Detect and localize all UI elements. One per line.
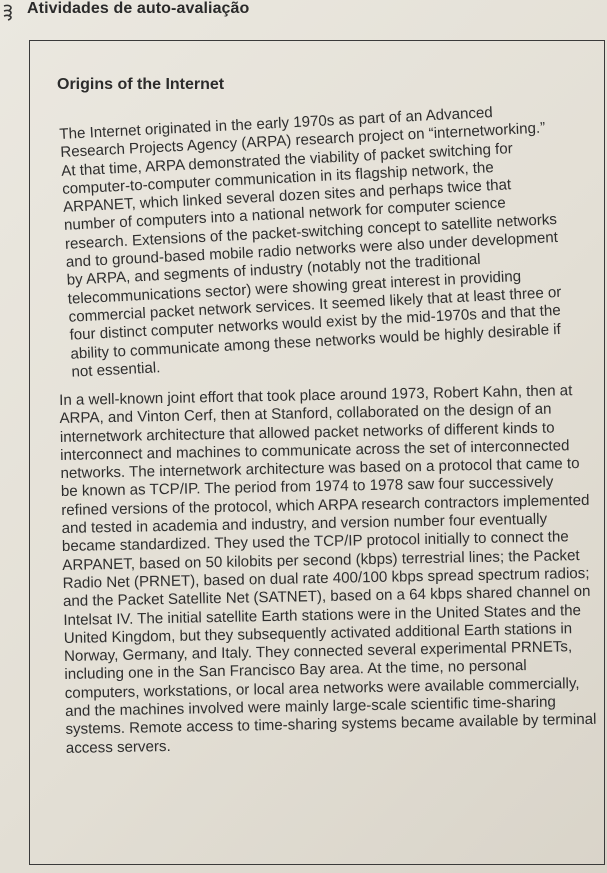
article-paragraph-1: The Internet originated in the early 1970s as part of an Advanced Research Projects Agency (ARPA) research project on “internetworking.” At that time, ARPA demonstrated the viability of packet switching for computer-to-computer communication in its flagship network, the ARPANET, which linked several dozen sites and perhaps twice that number of computers into a national network for computer science research. Extensions of the packet-switching concept to satellite networks and to ground-based mobile radio networks were also under development by ARPA, and segments of industry (notably not the traditional telecommunications sector) were showing great interest in providing commercial packet network services. It seemed likely that at least three or four distinct computer networks would exist by the mid-1970s and that the ability to communicate among these networks would be highly desirable if not essential. [59,104,562,381]
article-title: Origins of the Internet [57,76,225,93]
section-title: Atividades de auto-avaliação [27,0,250,17]
section-header [0,0,607,24]
spiral-binding-icon [2,3,20,21]
article-paragraph-2: In a well-known joint effort that took place around 1973, Robert Kahn, then at ARPA, and Vinton Cerf, then at Stanford, collaborated on the design of an internetwork architecture that allowed packet networks of different kinds to interconnect and machines to communicate across the set of interconnected networks. The internetwork architecture was based on a protocol that came to be known as TCP/IP. The period from 1974 to 1978 saw four successively refined versions of the protocol, which ARPA research contractors implemented and tested in academia and industry, and version number four eventually became standardized. They used the TCP/IP protocol initially to connect the ARPANET, based on 50 kilobits per second (kbps) terrestrial lines; the Packet Radio Net (PRNET), based on dual rate 400/100 kbps spread spectrum radios; and the Packet Satellite Net (SATNET), based on a 64 kbps shared channel on Intelsat IV. The initial satellite Earth stations were in the United States and the United Kingdom, but they subsequently activated additional Earth stations in Norway, Germany, and Italy. They connected several experimental PRNETs, including one in the San Francisco Bay area. At the time, no personal computers, workstations, or local area networks were available commercially, and the machines involved were mainly large-scale scientific time-sharing systems. Remote access to time-sharing systems became available by terminal access servers. [59,382,597,757]
